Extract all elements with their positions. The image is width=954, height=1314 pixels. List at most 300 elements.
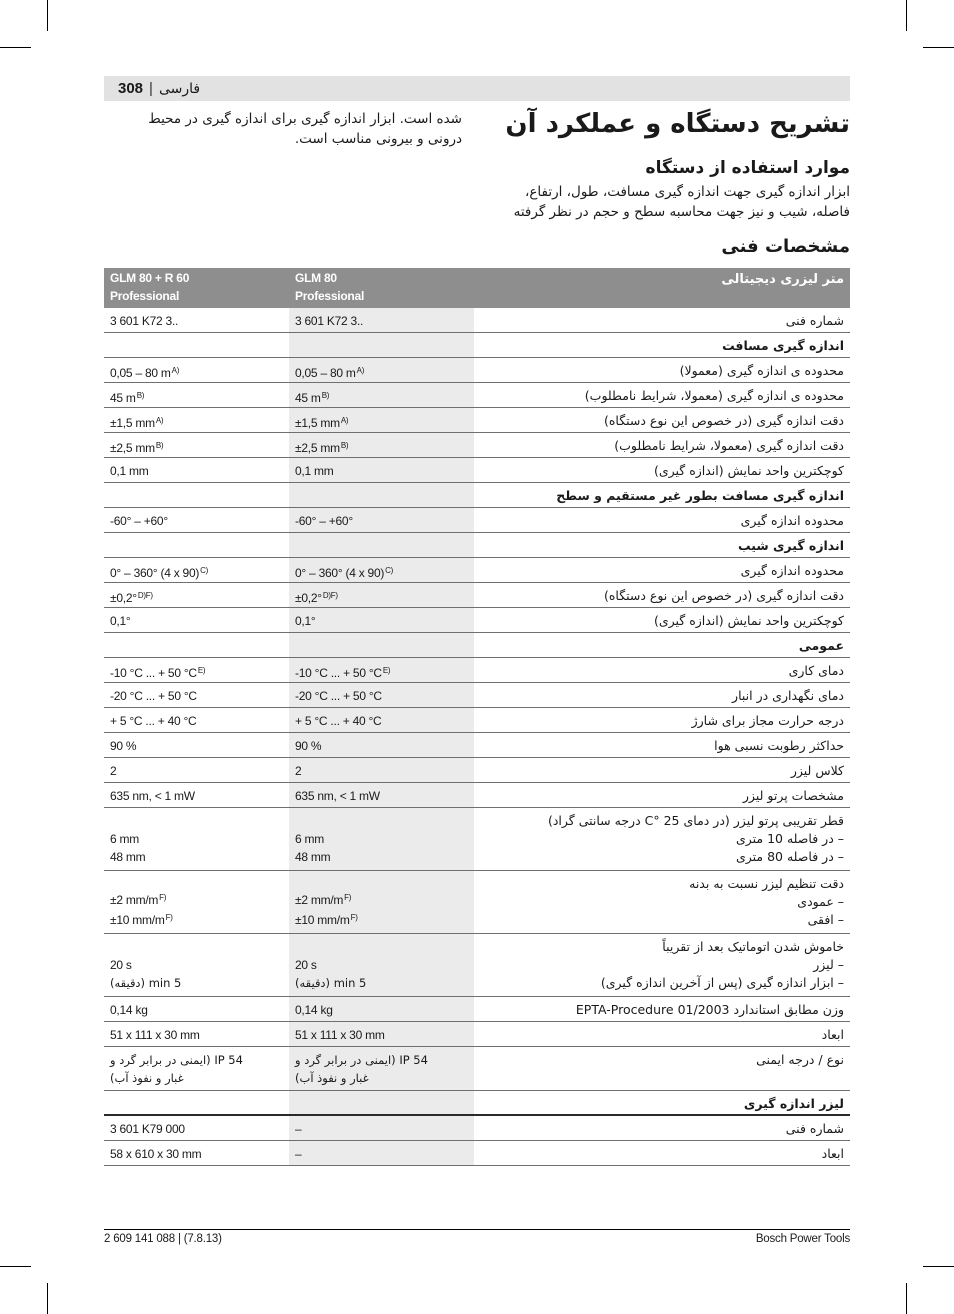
value-line	[295, 662, 474, 682]
spec-label	[474, 1116, 850, 1140]
value-glm80-r60	[104, 433, 289, 457]
label-line: دقت اندازه گیری (در خصوص این نوع دستگاه)	[603, 588, 844, 603]
value-text: 0,1 mm	[110, 464, 149, 478]
value-glm80	[289, 1116, 474, 1140]
value-glm80	[289, 997, 474, 1021]
value-text: 20 s	[110, 958, 132, 972]
table-row	[104, 1047, 850, 1091]
spec-label	[474, 1022, 850, 1046]
crop-mark-top-left-h	[0, 47, 31, 48]
value-text: 635 nm, < 1 mW	[295, 789, 380, 803]
value-line	[110, 412, 289, 432]
value-glm80	[289, 633, 474, 657]
value-glm80	[289, 358, 474, 382]
value-line	[110, 312, 289, 330]
footnote-ref: F)	[165, 913, 173, 922]
label-line: دقت تنظیم لیزر نسبت به بدنه	[689, 876, 844, 891]
value-text: 5 min (دقیقه)	[110, 976, 182, 990]
spec-label	[474, 358, 850, 382]
label-line: دمای نگهداری در انبار	[732, 688, 844, 703]
crop-mark-top-right-v	[906, 0, 907, 31]
value-line	[110, 737, 289, 755]
value-glm80-r60	[104, 483, 289, 507]
footnote-ref: D)F)	[137, 591, 153, 600]
spec-label	[474, 583, 850, 607]
table-row	[104, 1022, 850, 1047]
value-glm80-r60	[104, 758, 289, 782]
table-row	[104, 308, 850, 333]
value-glm80-r60	[104, 733, 289, 757]
value-line	[110, 687, 289, 705]
label-line: نوع / درجه ایمنی	[756, 1052, 844, 1067]
spec-label	[474, 458, 850, 482]
value-glm80-r60	[104, 997, 289, 1021]
value-text: 48 mm	[110, 850, 146, 864]
label-line: دقت اندازه گیری (معمولا، شرایط نامطلوب)	[614, 438, 844, 453]
label-line: – لیزر	[813, 957, 844, 972]
footnote-ref: B)	[340, 441, 349, 450]
value-line	[295, 387, 474, 407]
value-text: ±0,2°	[295, 591, 322, 605]
value-glm80-r60	[104, 871, 289, 933]
table-row	[104, 383, 850, 408]
value-text: ±2 mm/m	[295, 893, 344, 907]
document-number: 2 609 141 088 | (7.8.13)	[104, 1233, 222, 1245]
label-line: کوچکترین واحد نمایش (اندازه گیری)	[653, 463, 844, 478]
value-glm80-r60	[104, 1022, 289, 1046]
value-text: 635 nm, < 1 mW	[110, 789, 195, 803]
value-line	[295, 956, 474, 974]
value-text: ±0,2°	[110, 591, 137, 605]
spec-label	[474, 808, 850, 870]
table-row	[104, 758, 850, 783]
label-line: شماره فنی	[785, 313, 844, 328]
table-section-row	[104, 483, 850, 508]
value-glm80	[289, 658, 474, 682]
section-heading	[474, 1091, 850, 1114]
footnote-ref: E)	[197, 666, 206, 675]
value-line	[110, 848, 289, 866]
value-glm80	[289, 533, 474, 557]
value-glm80-r60	[104, 608, 289, 632]
column-header-product	[474, 268, 850, 308]
spec-label	[474, 558, 850, 582]
value-glm80-r60	[104, 783, 289, 807]
value-text: IP 54 (ایمنی در برابر گرد و	[110, 1053, 243, 1067]
spec-label	[474, 783, 850, 807]
column-header-line: GLM 80 + R 60	[110, 271, 190, 285]
value-glm80	[289, 408, 474, 432]
value-text: غبار و نفوذ آب)	[295, 1071, 369, 1085]
value-line	[295, 1069, 474, 1087]
table-row	[104, 408, 850, 433]
value-line	[295, 687, 474, 705]
value-text: 45 m	[295, 391, 321, 405]
value-text: + 5 °C ... + 40 °C	[110, 714, 197, 728]
value-glm80	[289, 1141, 474, 1165]
footer-rule	[104, 1229, 850, 1230]
value-line	[110, 830, 289, 848]
value-line	[295, 362, 474, 382]
label-line: محدوده ی اندازه گیری (معمولا)	[679, 363, 844, 378]
value-glm80	[289, 934, 474, 996]
label-line: کوچکترین واحد نمایش (اندازه گیری)	[653, 613, 844, 628]
accessory-table-body	[104, 1116, 850, 1166]
value-text: 51 x 111 x 30 mm	[110, 1028, 200, 1042]
value-glm80-r60	[104, 1141, 289, 1165]
value-glm80-r60	[104, 558, 289, 582]
value-text: 6 mm	[295, 832, 324, 846]
spec-label	[474, 508, 850, 532]
label-line: درجه حرارت مجاز برای شارژ	[691, 713, 844, 728]
value-glm80	[289, 558, 474, 582]
paragraph-line: ابزار اندازه گیری جهت اندازه گیری مسافت، طول، ارتفاع،	[524, 184, 850, 200]
label-line: – در فاصله 80 متری	[735, 849, 844, 864]
value-line	[295, 562, 474, 582]
value-line	[295, 1001, 474, 1019]
value-glm80	[289, 783, 474, 807]
value-line	[110, 1026, 289, 1044]
value-glm80-r60	[104, 508, 289, 532]
value-text: 90 %	[295, 739, 322, 753]
table-row	[104, 934, 850, 997]
section-label: اندازه گیری شیب	[738, 538, 844, 553]
value-glm80-r60	[104, 408, 289, 432]
table-row	[104, 508, 850, 533]
value-glm80-r60	[104, 934, 289, 996]
value-line	[110, 712, 289, 730]
footnote-ref: B)	[136, 391, 145, 400]
value-glm80	[289, 683, 474, 707]
value-glm80	[289, 1022, 474, 1046]
value-line	[295, 762, 474, 780]
crop-mark-bottom-left-v	[47, 1283, 48, 1314]
value-line	[295, 462, 474, 480]
table-row	[104, 658, 850, 683]
table-row	[104, 358, 850, 383]
label-line: خاموش شدن اتوماتیک بعد از تقریباً	[662, 939, 844, 954]
label-line: کلاس لیزر	[790, 763, 844, 778]
column-header-line: متر لیزری دیجیتالی	[721, 272, 844, 287]
spec-label	[474, 433, 850, 457]
spec-label	[474, 1141, 850, 1165]
value-text: 0,05 – 80 m	[110, 366, 171, 380]
value-line	[110, 1120, 289, 1138]
accessory-section-row	[104, 1091, 850, 1116]
section-label: لیزر اندازه گیری	[743, 1096, 844, 1111]
label-line: محدوده اندازه گیری	[740, 513, 844, 528]
value-line	[110, 587, 289, 607]
footnote-ref: B)	[321, 391, 330, 400]
value-line	[295, 909, 474, 929]
value-text: 0,05 – 80 m	[295, 366, 356, 380]
value-text: 0° – 360° (4 x 90)	[295, 566, 385, 580]
technical-data-table	[104, 268, 850, 1166]
value-line	[295, 312, 474, 330]
value-text: 2	[110, 764, 117, 778]
value-text: 5 min (دقیقه)	[295, 976, 367, 990]
footnote-ref: E)	[382, 666, 391, 675]
footnote-ref: D)F)	[322, 591, 338, 600]
table-row	[104, 458, 850, 483]
intended-use-paragraph	[514, 183, 850, 222]
value-text: 51 x 111 x 30 mm	[295, 1028, 385, 1042]
value-text: 3 601 K72 3..	[110, 314, 179, 328]
value-text: 0,14 kg	[110, 1003, 148, 1017]
value-text: 0,1°	[110, 614, 131, 628]
value-glm80	[289, 808, 474, 870]
value-glm80-r60	[104, 308, 289, 332]
value-text: ±2,5 mm	[110, 441, 155, 455]
spec-label	[474, 308, 850, 332]
footnote-ref: A)	[155, 416, 164, 425]
value-line	[295, 737, 474, 755]
footnote-ref: A)	[356, 366, 365, 375]
value-glm80-r60	[104, 1091, 289, 1114]
section-heading	[474, 633, 850, 657]
value-text: ±1,5 mm	[110, 416, 155, 430]
spec-label	[474, 997, 850, 1021]
value-line	[295, 1026, 474, 1044]
value-glm80-r60	[104, 533, 289, 557]
value-text: -20 °C ... + 50 °C	[295, 689, 382, 703]
value-glm80	[289, 1091, 474, 1114]
value-line	[110, 762, 289, 780]
table-row	[104, 608, 850, 633]
value-text: -20 °C ... + 50 °C	[110, 689, 197, 703]
value-glm80	[289, 458, 474, 482]
value-text: 90 %	[110, 739, 137, 753]
paragraph-line: شده است. ابزار اندازه گیری برای اندازه گیری در محیط	[148, 111, 462, 127]
value-glm80-r60	[104, 1047, 289, 1090]
label-line: ابعاد	[821, 1146, 844, 1161]
value-glm80	[289, 733, 474, 757]
paragraph-line: درونی و بیرونی مناسب است.	[294, 130, 462, 147]
intended-use-heading: موارد استفاده از دستگاه	[645, 158, 850, 178]
value-text: -60° – +60°	[295, 514, 353, 528]
table-row	[104, 1116, 850, 1141]
footnote-ref: F)	[344, 893, 352, 902]
value-text: -60° – +60°	[110, 514, 168, 528]
brand-name: Bosch Power Tools	[755, 1233, 850, 1245]
column-header-line: Professional	[295, 289, 365, 303]
label-line: وزن مطابق استاندارد EPTA-Procedure 01/2003	[575, 1002, 844, 1017]
spec-label	[474, 871, 850, 933]
value-line	[295, 889, 474, 909]
value-glm80-r60	[104, 708, 289, 732]
value-text: 58 x 610 x 30 mm	[110, 1147, 202, 1161]
value-text: 3 601 K79 000	[110, 1122, 185, 1136]
footnote-ref: C)	[200, 566, 209, 575]
spec-label	[474, 683, 850, 707]
footnote-ref: F)	[350, 913, 358, 922]
value-text: 0° – 360° (4 x 90)	[110, 566, 200, 580]
label-line: دمای کاری	[788, 663, 844, 678]
value-glm80	[289, 758, 474, 782]
crop-mark-top-right-h	[923, 47, 954, 48]
value-text: غبار و نفوذ آب)	[110, 1071, 184, 1085]
section-heading	[474, 333, 850, 357]
value-line	[295, 512, 474, 530]
crop-mark-bottom-right-v	[906, 1283, 907, 1314]
value-line	[110, 387, 289, 407]
value-line	[110, 512, 289, 530]
value-glm80-r60	[104, 633, 289, 657]
value-text: –	[295, 1147, 302, 1161]
value-glm80	[289, 433, 474, 457]
footnote-ref: A)	[171, 366, 180, 375]
value-line	[110, 1069, 289, 1087]
table-row	[104, 1141, 850, 1166]
value-line	[295, 412, 474, 432]
value-glm80-r60	[104, 808, 289, 870]
spec-label	[474, 408, 850, 432]
value-glm80-r60	[104, 458, 289, 482]
value-line	[295, 974, 474, 992]
crop-mark-top-left-v	[47, 0, 48, 31]
value-text: 45 m	[110, 391, 136, 405]
label-line: محدوده ی اندازه گیری (معمولا، شرایط نامطلوب)	[584, 388, 844, 403]
value-line	[295, 830, 474, 848]
table-row	[104, 583, 850, 608]
table-row	[104, 683, 850, 708]
spec-label	[474, 708, 850, 732]
value-text: 0,1 mm	[295, 464, 334, 478]
value-glm80	[289, 608, 474, 632]
technical-data-heading: مشخصات فنی	[721, 236, 850, 257]
header-language: فارسی	[158, 80, 201, 97]
label-line: محدوده اندازه گیری	[740, 563, 844, 578]
value-glm80-r60	[104, 658, 289, 682]
table-section-row	[104, 633, 850, 658]
value-text: ±2,5 mm	[295, 441, 340, 455]
value-line	[110, 956, 289, 974]
header-separator: |	[149, 80, 153, 97]
table-body	[104, 308, 850, 1091]
value-text: IP 54 (ایمنی در برابر گرد و	[295, 1053, 428, 1067]
table-section-row	[104, 333, 850, 358]
crop-mark-bottom-left-h	[0, 1266, 31, 1267]
column-header-glm80	[289, 268, 474, 308]
value-line	[295, 787, 474, 805]
paragraph-line: فاصله، شیب و نیز جهت محاسبه سطح و حجم در نظر گرفته	[513, 203, 850, 220]
footnote-ref: B)	[155, 441, 164, 450]
column-header-line: GLM 80	[295, 271, 337, 285]
intended-use-continuation	[148, 110, 462, 149]
spec-label	[474, 658, 850, 682]
footnote-ref: A)	[340, 416, 349, 425]
value-text: ±2 mm/m	[110, 893, 159, 907]
value-glm80	[289, 508, 474, 532]
table-row	[104, 733, 850, 758]
table-row	[104, 433, 850, 458]
value-line	[295, 1145, 474, 1163]
section-label: عمومی	[798, 638, 844, 653]
label-line: – عمودی	[797, 894, 844, 909]
value-glm80-r60	[104, 358, 289, 382]
value-line	[110, 437, 289, 457]
footnote-ref: C)	[385, 566, 394, 575]
value-text: -10 °C ... + 50 °C	[110, 666, 197, 680]
section-heading	[474, 483, 850, 507]
section-label: اندازه گیری مسافت	[722, 338, 844, 353]
running-header	[104, 76, 850, 101]
label-line: دقت اندازه گیری (در خصوص این نوع دستگاه)	[603, 413, 844, 428]
value-glm80	[289, 708, 474, 732]
table-row	[104, 558, 850, 583]
value-line	[295, 612, 474, 630]
label-line: ابعاد	[821, 1027, 844, 1042]
value-line	[110, 462, 289, 480]
value-glm80-r60	[104, 383, 289, 407]
value-line	[110, 889, 289, 909]
value-glm80-r60	[104, 1116, 289, 1140]
spec-label	[474, 758, 850, 782]
spec-label	[474, 1047, 850, 1090]
value-line	[110, 612, 289, 630]
footnote-ref: F)	[159, 893, 167, 902]
value-line	[295, 1051, 474, 1069]
value-text: 6 mm	[110, 832, 139, 846]
value-glm80	[289, 871, 474, 933]
spec-label	[474, 383, 850, 407]
value-glm80-r60	[104, 583, 289, 607]
value-glm80	[289, 483, 474, 507]
value-line	[110, 362, 289, 382]
value-line	[110, 1145, 289, 1163]
column-header-glm80-r60	[104, 268, 289, 308]
table-row	[104, 783, 850, 808]
label-line: – در فاصله 10 متری	[735, 831, 844, 846]
value-line	[295, 848, 474, 866]
value-text: 20 s	[295, 958, 317, 972]
value-text: 48 mm	[295, 850, 331, 864]
table-header-row	[104, 268, 850, 308]
label-line: – افقی	[807, 912, 844, 927]
section-title: تشریح دستگاه و عملکرد آن	[505, 109, 850, 139]
value-glm80	[289, 583, 474, 607]
value-line	[110, 562, 289, 582]
value-line	[295, 437, 474, 457]
column-header-line: Professional	[110, 289, 180, 303]
spec-label	[474, 608, 850, 632]
table-row	[104, 808, 850, 871]
value-text: ±10 mm/m	[295, 913, 350, 927]
value-glm80	[289, 1047, 474, 1090]
value-line	[110, 662, 289, 682]
section-heading	[474, 533, 850, 557]
value-line	[295, 712, 474, 730]
value-line	[110, 909, 289, 929]
value-line	[110, 974, 289, 992]
value-line	[110, 1051, 289, 1069]
label-line: حداکثر رطوبت نسبی هوا	[714, 738, 844, 753]
value-line	[295, 1120, 474, 1138]
value-glm80-r60	[104, 683, 289, 707]
value-line	[295, 587, 474, 607]
label-line: شماره فنی	[785, 1121, 844, 1136]
value-text: ±10 mm/m	[110, 913, 165, 927]
value-line	[110, 787, 289, 805]
page-number: 308	[118, 80, 144, 97]
crop-mark-bottom-right-h	[923, 1266, 954, 1267]
value-glm80	[289, 333, 474, 357]
section-label: اندازه گیری مسافت بطور غیر مستقیم و سطح	[556, 488, 844, 503]
value-glm80	[289, 383, 474, 407]
value-text: –	[295, 1122, 302, 1136]
value-glm80	[289, 308, 474, 332]
value-text: 2	[295, 764, 302, 778]
